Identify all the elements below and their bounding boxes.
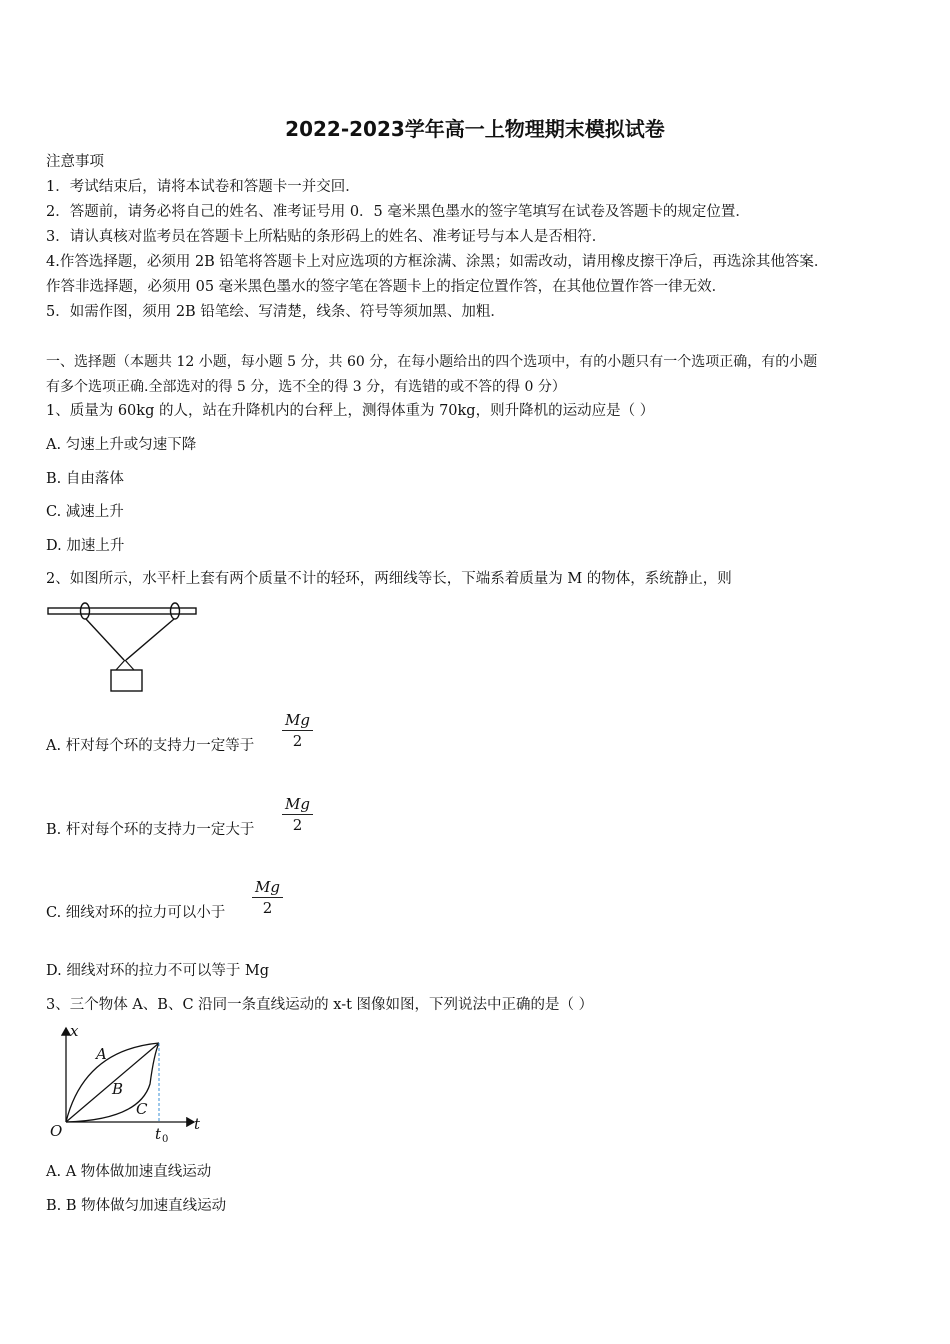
t0-label: t — [155, 1125, 162, 1143]
notice-item-2: 2．答题前，请务必将自己的姓名、准考证号用 0．5 毫米黑色墨水的签字笔填写在试卷及答题卡的规定位置． — [46, 204, 750, 220]
curve-b-label: B — [112, 1080, 124, 1098]
notice-item-5: 5．如需作图，须用 2B 铅笔绘、写清楚，线条、符号等须加黑、加粗． — [46, 304, 505, 320]
q2-option-d: D. 细线对环的拉力不可以等于 Mg — [46, 963, 270, 979]
q2-stem: 2、如图所示，水平杆上套有两个质量不计的轻环，两细线等长，下端系着质量为 M 的物体，系统静止，则 — [46, 571, 732, 587]
notice-item-3: 3．请认真核对监考员在答题卡上所粘贴的条形码上的姓名、准考证号与本人是否相符． — [46, 229, 607, 245]
t0-subscript: 0 — [162, 1134, 169, 1145]
q2-ring-rod-figure — [44, 598, 204, 698]
q3-xt-graph — [44, 1022, 214, 1146]
q2-option-b-fraction — [282, 794, 313, 835]
fraction-denominator: 2 — [262, 899, 273, 917]
q3-option-a: A. A 物体做加速直线运动 — [46, 1164, 212, 1180]
curve-a-label: A — [96, 1045, 107, 1063]
q1-option-c: C. 减速上升 — [46, 504, 124, 520]
notice-item-4-cont: 作答非选择题，必须用 05 毫米黑色墨水的签字笔在答题卡上的指定位置作答，在其他位置作答一律无效． — [46, 279, 727, 295]
curve-c-label: C — [136, 1100, 148, 1118]
q2-option-c-fraction — [252, 877, 283, 918]
fraction-denominator: 2 — [292, 816, 303, 834]
q1-stem: 1、质量为 60kg 的人，站在升降机内的台秤上，测得体重为 70kg，则升降机的运动应是（ ） — [46, 403, 655, 419]
fraction-numerator: Mg — [282, 794, 313, 815]
notice-item-1: 1．考试结束后，请将本试卷和答题卡一并交回． — [46, 179, 360, 195]
notice-heading: 注意事项 — [46, 154, 104, 170]
x-axis-label: t — [194, 1115, 201, 1133]
q3-option-b: B. B 物体做匀加速直线运动 — [46, 1198, 227, 1214]
q1-option-d: D. 加速上升 — [46, 538, 125, 554]
q1-option-b: B. 自由落体 — [46, 471, 124, 487]
notice-item-4: 4.作答选择题，必须用 2B 铅笔将答题卡上对应选项的方框涂满、涂黑；如需改动，请用橡皮擦干净后，再选涂其他答案． — [46, 254, 829, 270]
q1-option-a: A. 匀速上升或匀速下降 — [46, 437, 197, 453]
fraction-numerator: Mg — [252, 877, 283, 898]
section-intro-line-2: 有多个选项正确.全部选对的得 5 分，选不全的得 3 分，有选错的或不答的得 0 分） — [46, 379, 566, 395]
q2-option-a-fraction — [282, 710, 313, 751]
q2-option-a: A. 杆对每个环的支持力一定等于 — [46, 738, 255, 754]
q2-option-b: B. 杆对每个环的支持力一定大于 — [46, 822, 255, 838]
section-intro-line-1: 一、选择题（本题共 12 小题，每小题 5 分，共 60 分，在每小题给出的四个选项中，有的小题只有一个选项正确，有的小题 — [46, 354, 818, 370]
fraction-denominator: 2 — [292, 732, 303, 750]
y-axis-label: x — [70, 1022, 79, 1040]
fraction-numerator: Mg — [282, 710, 313, 731]
q3-stem: 3、三个物体 A、B、C 沿同一条直线运动的 x-t 图像如图，下列说法中正确的是（ ） — [46, 997, 594, 1013]
origin-label: O — [50, 1122, 63, 1140]
page-title: 2022-2023学年高一上物理期末模拟试卷 — [285, 117, 665, 141]
q2-option-c: C. 细线对环的拉力可以小于 — [46, 905, 226, 921]
